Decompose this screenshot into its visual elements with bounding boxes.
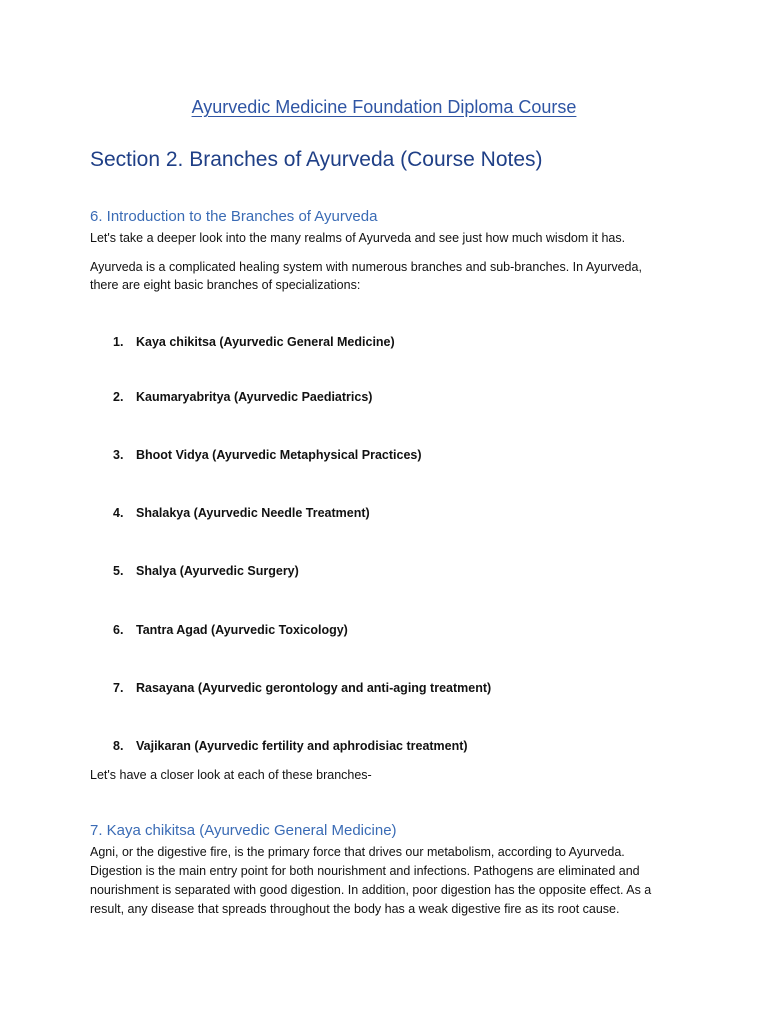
list-item: 6. Tantra Agad (Ayurvedic Toxicology) <box>113 623 348 637</box>
kaya-paragraph-line: nourishment is separated with good digestion. In addition, poor digestion has the opposite effect. As a <box>90 883 652 897</box>
intro-paragraph-1: Let's take a deeper look into the many realms of Ayurveda and see just how much wisdom it has. <box>90 231 626 245</box>
list-item: 1. Kaya chikitsa (Ayurvedic General Medicine) <box>113 335 395 349</box>
list-item: 3. Bhoot Vidya (Ayurvedic Metaphysical Practices) <box>113 448 422 462</box>
kaya-paragraph-line: result, any disease that spreads throughout the body has a weak digestive fire as its root cause. <box>90 902 620 916</box>
heading-introduction: 6. Introduction to the Branches of Ayurveda <box>90 208 378 225</box>
document-title: Ayurvedic Medicine Foundation Diploma Course <box>191 97 577 117</box>
list-item: 2. Kaumaryabritya (Ayurvedic Paediatrics) <box>113 390 373 404</box>
list-item: 8. Vajikaran (Ayurvedic fertility and aphrodisiac treatment) <box>113 739 468 753</box>
heading-kaya-chikitsa: 7. Kaya chikitsa (Ayurvedic General Medicine) <box>90 822 397 839</box>
intro-paragraph-2-line-1: Ayurveda is a complicated healing system with numerous branches and sub-branches. In Ayurveda, <box>90 260 642 274</box>
list-item: 7. Rasayana (Ayurvedic gerontology and anti-aging treatment) <box>113 681 492 695</box>
section-title: Section 2. Branches of Ayurveda (Course Notes) <box>90 148 543 171</box>
list-item: 5. Shalya (Ayurvedic Surgery) <box>113 564 299 578</box>
kaya-paragraph-line: Digestion is the main entry point for both nourishment and infections. Pathogens are eliminated and <box>90 864 640 878</box>
list-item: 4. Shalakya (Ayurvedic Needle Treatment) <box>113 506 370 520</box>
kaya-paragraph-line: Agni, or the digestive fire, is the primary force that drives our metabolism, according to Ayurveda. <box>90 845 625 859</box>
closer-look-text: Let's have a closer look at each of these branches- <box>90 768 372 782</box>
intro-paragraph-2-line-2: there are eight basic branches of specializations: <box>90 278 361 292</box>
